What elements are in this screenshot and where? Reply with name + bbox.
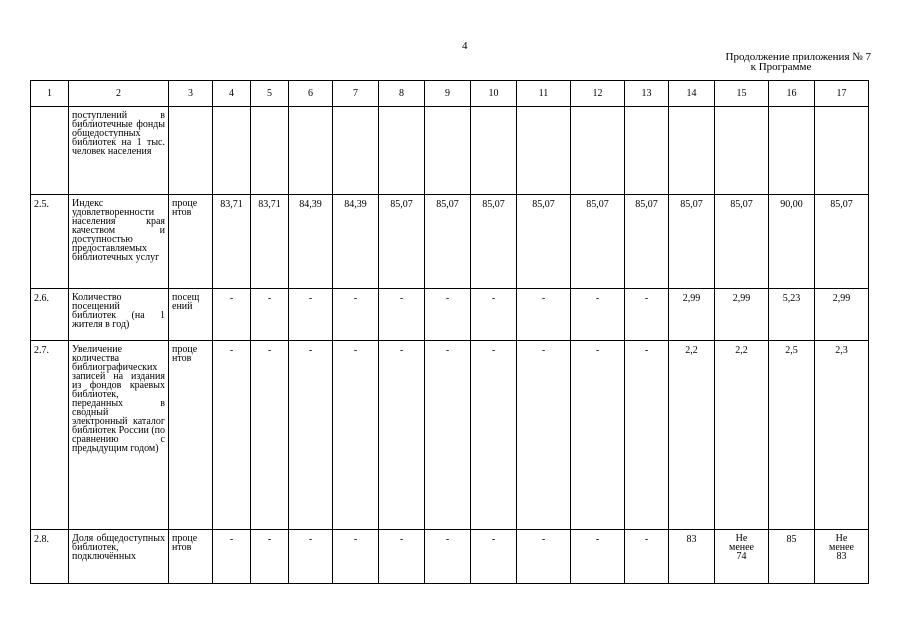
column-header-7: 7 [333,81,379,107]
value-cell-col-5 [251,107,289,195]
column-header-2: 2 [69,81,169,107]
value-cell-col-9: - [425,341,471,530]
column-header-15: 15 [715,81,769,107]
table-header-row [31,81,869,107]
column-header-10: 10 [471,81,517,107]
value-cell-col-15: 85,07 [715,195,769,289]
value-cell-col-4: - [213,341,251,530]
value-cell-col-7: - [333,530,379,584]
value-cell-col-12: - [571,289,625,341]
value-cell-col-8 [379,107,425,195]
value-cell-col-16: 2,5 [769,341,815,530]
value-cell-col-17: 2,99 [815,289,869,341]
value-cell-col-10: 85,07 [471,195,517,289]
value-cell-col-11: - [517,530,571,584]
unit-of-measure: проце нтов [169,341,213,530]
value-cell-col-16: 85 [769,530,815,584]
table-row [31,195,869,289]
value-cell-col-10: - [471,289,517,341]
indicator-name: Количество посещений библиотек (на 1 жителя в год) [69,289,169,341]
table-row [31,530,869,584]
table-body [31,107,869,584]
column-header-5: 5 [251,81,289,107]
value-cell-col-11: 85,07 [517,195,571,289]
value-cell-col-17 [815,107,869,195]
value-cell-col-5: 83,71 [251,195,289,289]
value-cell-col-8: - [379,530,425,584]
value-cell-col-16 [769,107,815,195]
value-cell-col-15: 2,99 [715,289,769,341]
value-cell-col-7: 84,39 [333,195,379,289]
row-index: 2.5. [31,195,69,289]
value-cell-col-15 [715,107,769,195]
value-cell-col-4: - [213,530,251,584]
value-cell-col-10: - [471,530,517,584]
value-cell-col-6: - [289,341,333,530]
value-cell-col-14: 2,99 [669,289,715,341]
value-cell-col-12: 85,07 [571,195,625,289]
value-cell-col-10 [471,107,517,195]
row-index: 2.7. [31,341,69,530]
row-index: 2.8. [31,530,69,584]
value-cell-col-8: 85,07 [379,195,425,289]
value-cell-col-7: - [333,341,379,530]
value-cell-col-12: - [571,341,625,530]
column-header-16: 16 [769,81,815,107]
row-index: 2.6. [31,289,69,341]
value-cell-col-4: - [213,289,251,341]
value-cell-col-12 [571,107,625,195]
page-number: 4 [462,40,468,52]
value-cell-col-17: 2,3 [815,341,869,530]
value-cell-col-9: - [425,530,471,584]
value-cell-col-14: 85,07 [669,195,715,289]
value-cell-col-4: 83,71 [213,195,251,289]
value-cell-col-17: Не менее 83 [815,530,869,584]
value-cell-col-13: - [625,289,669,341]
column-header-6: 6 [289,81,333,107]
table-row [31,289,869,341]
table-row [31,341,869,530]
value-cell-col-14: 83 [669,530,715,584]
value-cell-col-15: Не менее 74 [715,530,769,584]
indicator-name: поступлений в библиотечные фонды общедоступных библиотек на 1 тыс. человек населения [69,107,169,195]
indicator-name: Индекс удовлетворенности населения края качеством и доступностью предоставляемых библиотечных услуг [69,195,169,289]
column-header-9: 9 [425,81,471,107]
table-row [31,107,869,195]
value-cell-col-17: 85,07 [815,195,869,289]
value-cell-col-13: - [625,341,669,530]
value-cell-col-8: - [379,341,425,530]
value-cell-col-13: 85,07 [625,195,669,289]
value-cell-col-15: 2,2 [715,341,769,530]
value-cell-col-14: 2,2 [669,341,715,530]
value-cell-col-7 [333,107,379,195]
value-cell-col-8: - [379,289,425,341]
column-header-1: 1 [31,81,69,107]
column-header-14: 14 [669,81,715,107]
row-index [31,107,69,195]
column-header-13: 13 [625,81,669,107]
value-cell-col-11: - [517,341,571,530]
value-cell-col-7: - [333,289,379,341]
value-cell-col-11 [517,107,571,195]
unit-of-measure: проце нтов [169,195,213,289]
indicators-table [30,80,869,584]
value-cell-col-16: 5,23 [769,289,815,341]
unit-of-measure: посещ ений [169,289,213,341]
value-cell-col-4 [213,107,251,195]
appendix-line-2: к Программе [750,61,812,73]
value-cell-col-13 [625,107,669,195]
value-cell-col-14 [669,107,715,195]
value-cell-col-5: - [251,341,289,530]
column-header-3: 3 [169,81,213,107]
column-header-4: 4 [213,81,251,107]
indicator-name: Увеличение количества библиографических записей на издания из фондов краевых библиотек, переданных в сводный электронный каталог библиотек России (по сравнению с предыдущим годом) [69,341,169,530]
value-cell-col-9: 85,07 [425,195,471,289]
value-cell-col-10: - [471,341,517,530]
value-cell-col-5: - [251,530,289,584]
unit-of-measure [169,107,213,195]
appendix-line-1: Продолжение приложения № 7 [725,51,871,63]
indicator-name: Доля общедоступных библиотек, подключённых [69,530,169,584]
column-header-17: 17 [815,81,869,107]
value-cell-col-6 [289,107,333,195]
unit-of-measure: проце нтов [169,530,213,584]
value-cell-col-6: - [289,530,333,584]
value-cell-col-6: 84,39 [289,195,333,289]
value-cell-col-11: - [517,289,571,341]
column-header-11: 11 [517,81,571,107]
value-cell-col-13: - [625,530,669,584]
value-cell-col-6: - [289,289,333,341]
value-cell-col-9 [425,107,471,195]
value-cell-col-5: - [251,289,289,341]
appendix-caption [671,52,871,72]
value-cell-col-16: 90,00 [769,195,815,289]
column-header-8: 8 [379,81,425,107]
value-cell-col-12: - [571,530,625,584]
value-cell-col-9: - [425,289,471,341]
column-header-12: 12 [571,81,625,107]
